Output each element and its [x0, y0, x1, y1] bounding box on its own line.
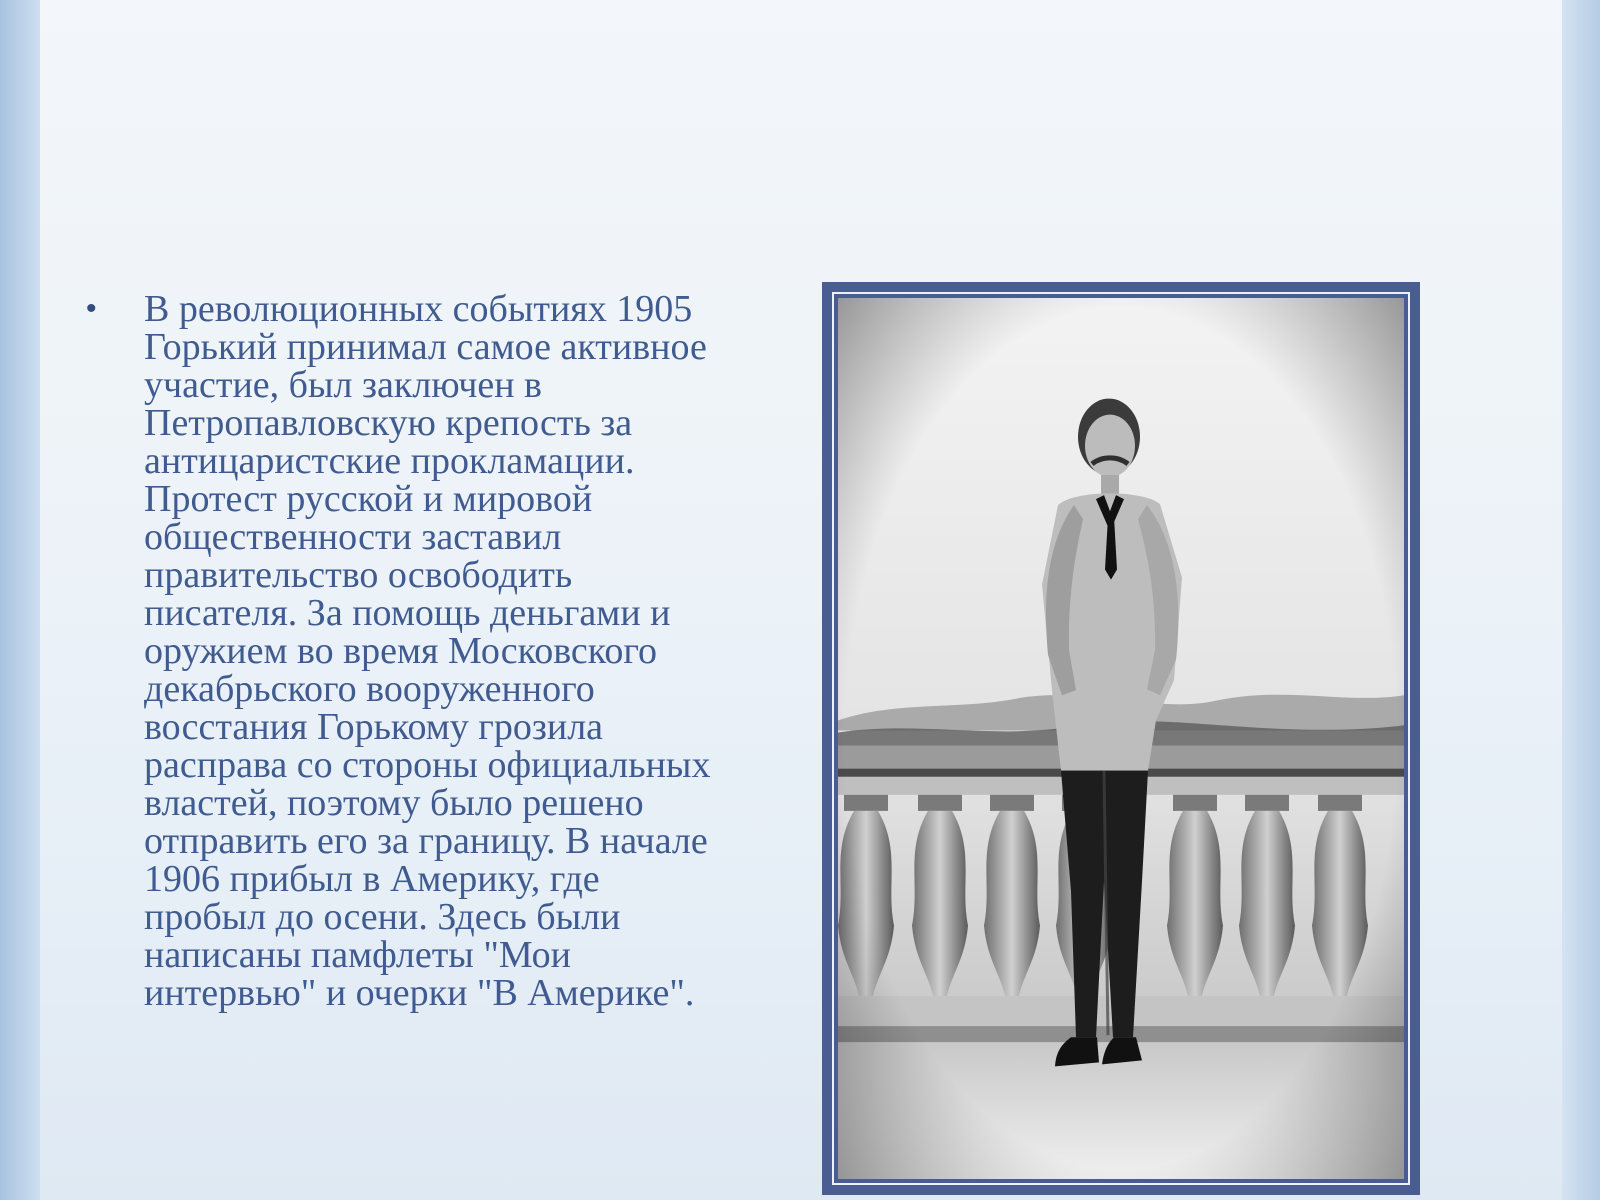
right-background-band — [1562, 0, 1600, 1200]
bullet-icon: • — [86, 292, 97, 325]
photo-frame — [822, 282, 1420, 1195]
bullet-paragraph — [86, 290, 786, 1012]
photo-border — [832, 292, 1410, 1185]
portrait-illustration — [838, 298, 1404, 1179]
portrait-photo — [838, 298, 1404, 1179]
left-background-band — [0, 0, 40, 1200]
paragraph-text: В революционных событиях 1905 Горький принимал самое активное участие, был заключен в Петропавловскую крепость за антицаристские прокламации. Протест русской и мировой общественности заставил правительство освободить писателя. За помощь деньгами и оружием во время Московского декабрьского вооруженного восстания Горькому грозила расправа со стороны официальных властей, поэтому было решено отправить его за границу. В начале 1906 прибыл в Америку, где пробыл до осени. Здесь были написаны памфлеты "Мои интервью" и очерки "В Америке". — [144, 288, 711, 1014]
